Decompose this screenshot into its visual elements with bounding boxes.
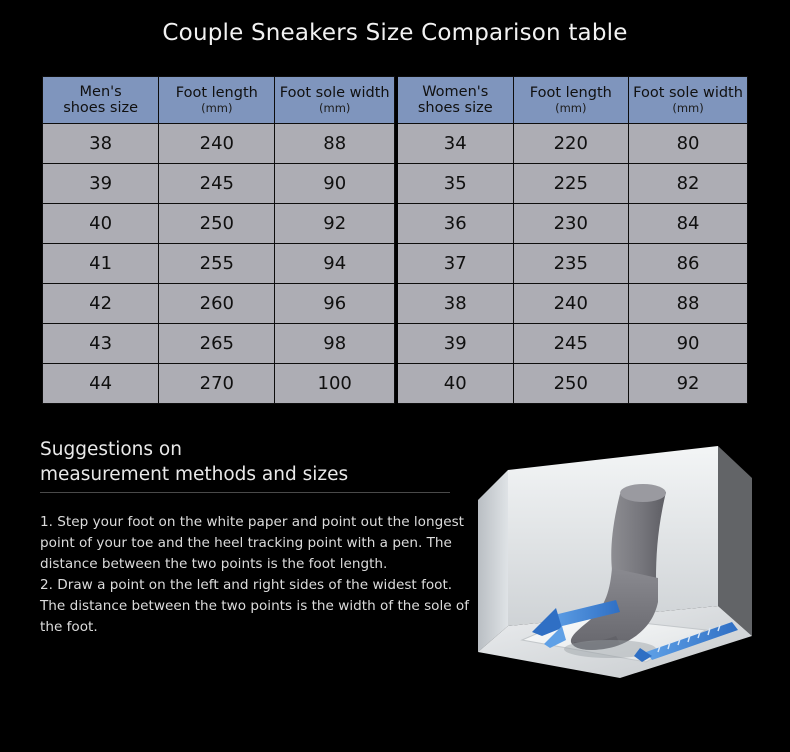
table-row: [397, 124, 748, 164]
suggestions-heading: [40, 438, 460, 488]
page-title: Couple Sneakers Size Comparison table: [162, 20, 628, 46]
table-row: [397, 364, 748, 404]
cell-sole-width: 88: [629, 284, 748, 324]
table-row: [397, 284, 748, 324]
header-line1: Foot sole width: [633, 85, 743, 102]
cell-shoe-size: 40: [43, 204, 159, 244]
cell-shoe-size: 40: [397, 364, 514, 404]
cell-foot-length: 265: [159, 324, 275, 364]
suggestions-heading-line2: measurement methods and sizes: [40, 463, 349, 485]
cell-foot-length: 260: [159, 284, 275, 324]
cell-sole-width: 86: [629, 244, 748, 284]
header-line2: shoes size: [63, 100, 139, 116]
cell-sole-width: 98: [275, 324, 395, 364]
table-row: [43, 324, 395, 364]
table-row: [43, 124, 395, 164]
header-womens-shoes-size: [397, 77, 514, 124]
table-row: [43, 244, 395, 284]
cell-foot-length: 255: [159, 244, 275, 284]
cell-sole-width: 92: [629, 364, 748, 404]
suggestions-section: [0, 430, 790, 730]
table-header-row: [397, 77, 748, 124]
suggestions-heading-line1: Suggestions on: [40, 439, 182, 460]
cell-sole-width: 90: [629, 324, 748, 364]
table-row: [397, 164, 748, 204]
cell-foot-length: 250: [513, 364, 629, 404]
header-line1: Foot sole width: [279, 85, 390, 102]
cell-shoe-size: 38: [43, 124, 159, 164]
header-unit: (mm): [555, 100, 587, 115]
mens-size-table: [42, 76, 395, 404]
suggestions-body: [40, 512, 470, 638]
foot-measurement-illustration: [470, 430, 770, 690]
suggestion-step-1: 1. Step your foot on the white paper and point out the longest point of your toe and the heel tracking point with a pen. The distance between the two points is the foot length.: [40, 514, 465, 573]
table-row: [43, 204, 395, 244]
cell-foot-length: 270: [159, 364, 275, 404]
cell-shoe-size: 35: [397, 164, 514, 204]
header-womens-foot-length: [513, 77, 629, 124]
cell-sole-width: 84: [629, 204, 748, 244]
table-row: [43, 364, 395, 404]
cell-foot-length: 240: [159, 124, 275, 164]
cell-shoe-size: 36: [397, 204, 514, 244]
table-row: [43, 284, 395, 324]
header-mens-shoes-size: [43, 77, 159, 124]
cell-sole-width: 100: [275, 364, 395, 404]
cell-foot-length: 245: [159, 164, 275, 204]
table-header-row: [43, 77, 395, 124]
size-tables: [42, 76, 748, 404]
cell-foot-length: 225: [513, 164, 629, 204]
header-line1: Foot length: [529, 85, 612, 102]
cell-shoe-size: 42: [43, 284, 159, 324]
cell-foot-length: 245: [513, 324, 629, 364]
cell-sole-width: 80: [629, 124, 748, 164]
cell-sole-width: 92: [275, 204, 395, 244]
cell-foot-length: 230: [513, 204, 629, 244]
cell-sole-width: 96: [275, 284, 395, 324]
header-unit: (mm): [672, 100, 704, 115]
header-line1: Men's: [79, 83, 122, 100]
table-row: [43, 164, 395, 204]
cell-shoe-size: 39: [397, 324, 514, 364]
header-mens-foot-length: [159, 77, 275, 124]
header-mens-foot-sole-width: [275, 77, 395, 124]
womens-size-table: [395, 76, 748, 404]
table-row: [397, 244, 748, 284]
table-row: [397, 204, 748, 244]
cell-sole-width: 90: [275, 164, 395, 204]
cell-sole-width: 82: [629, 164, 748, 204]
cell-shoe-size: 34: [397, 124, 514, 164]
cell-shoe-size: 41: [43, 244, 159, 284]
cell-shoe-size: 43: [43, 324, 159, 364]
cell-shoe-size: 44: [43, 364, 159, 404]
heading-divider: [40, 492, 450, 493]
cell-shoe-size: 38: [397, 284, 514, 324]
table-row: [397, 324, 748, 364]
cell-sole-width: 88: [275, 124, 395, 164]
header-unit: (mm): [201, 100, 233, 115]
cell-shoe-size: 39: [43, 164, 159, 204]
header-unit: (mm): [319, 100, 351, 115]
header-line1: Women's: [422, 83, 489, 100]
header-line1: Foot length: [175, 85, 258, 102]
cell-sole-width: 94: [275, 244, 395, 284]
cell-shoe-size: 37: [397, 244, 514, 284]
cell-foot-length: 220: [513, 124, 629, 164]
suggestion-step-2: 2. Draw a point on the left and right sides of the widest foot. The distance between the two points is the width of the sole of the foot.: [40, 577, 470, 636]
cell-foot-length: 250: [159, 204, 275, 244]
cell-foot-length: 235: [513, 244, 629, 284]
cell-foot-length: 240: [513, 284, 629, 324]
header-womens-foot-sole-width: [629, 77, 748, 124]
header-line2: shoes size: [417, 100, 493, 116]
